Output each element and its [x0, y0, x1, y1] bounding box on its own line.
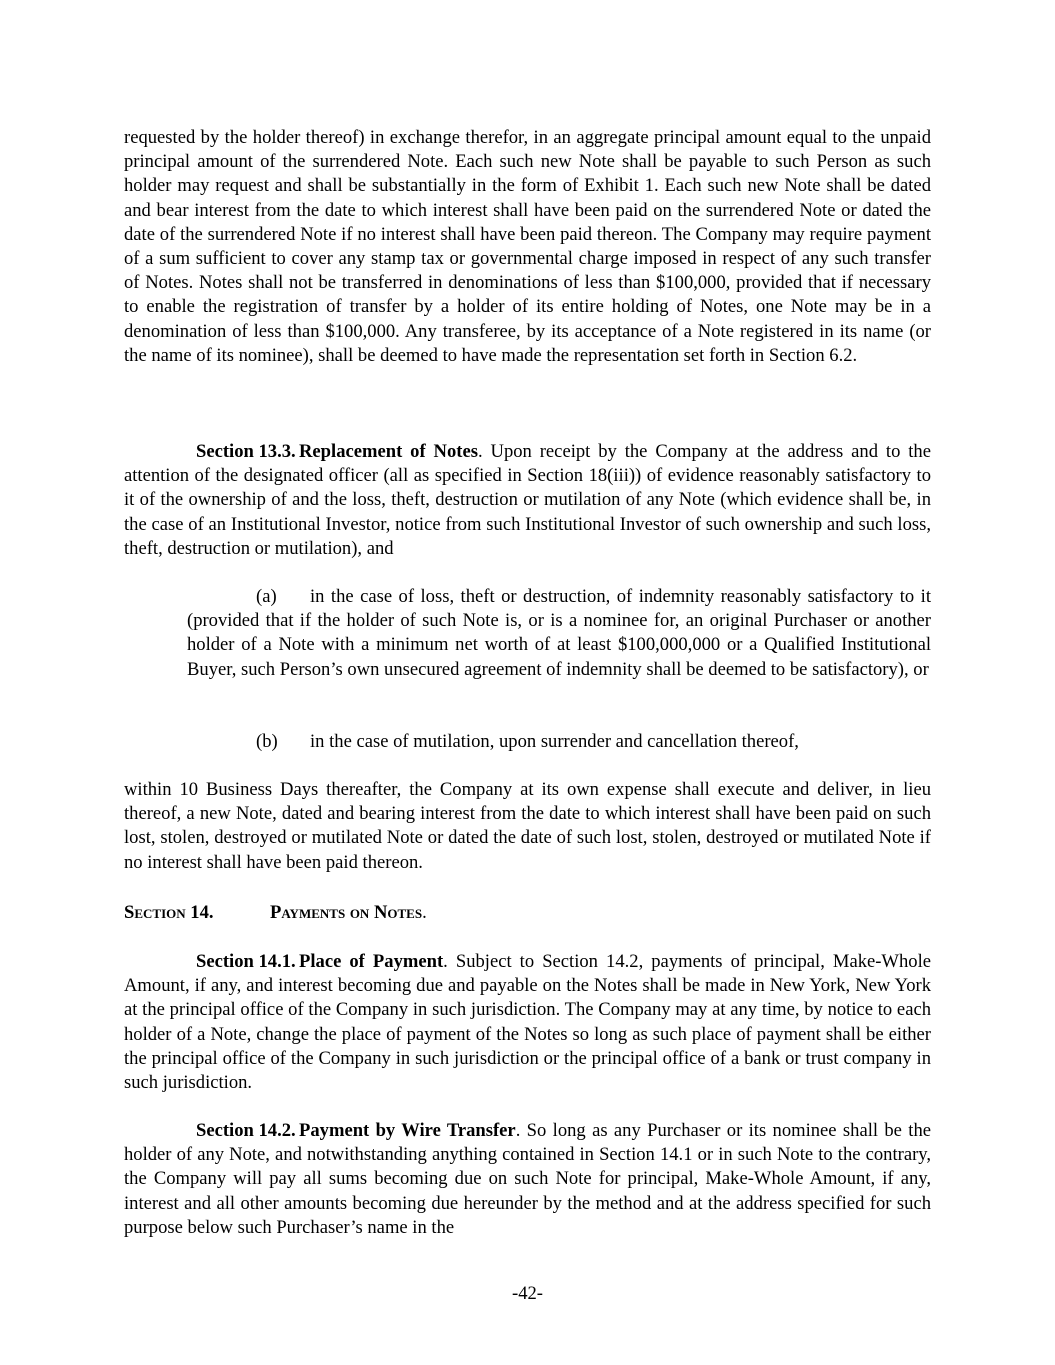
section-13-3-paragraph — [124, 440, 931, 561]
section-14-title: Payments on Notes — [270, 902, 423, 923]
section-13-3-number: Section 13.3. — [196, 441, 296, 462]
section-14-1-paragraph — [124, 950, 931, 1095]
clause-b — [187, 730, 931, 754]
page-number: -42- — [512, 1283, 543, 1304]
paragraph-within-10-days: within 10 Business Days thereafter, the Company at its own expense shall execute and deliver, in lieu thereof, a new Note, dated and bearing interest from the date to which interest shall have been paid on such lost, stolen, destroyed or mutilated Note or dated the date of such lost, stolen, destroyed or mutilated Note if no interest shall have been paid thereon. — [124, 779, 931, 873]
section-14-1-title: Place of Payment — [299, 951, 444, 972]
clause-a-marker: (a) — [256, 586, 277, 607]
clause-b-marker: (b) — [256, 731, 278, 752]
section-14-2-paragraph — [124, 1119, 931, 1240]
section-14-suffix: . — [422, 902, 427, 923]
section-14-1-text: . Subject to Section 14.2, payments of principal, Make-Whole Amount, if any, and interest becoming due and payable on the Notes shall be made in New York, New York at the principal office of the Company in such jurisdiction. The Company may at any time, by notice to each holder of a Note, change the place of payment of the Notes so long as such place of payment shall be either the principal office of the Company in such jurisdiction or the principal office of a bank or trust company in such jurisdiction. — [124, 951, 931, 1094]
section-14-2-number: Section 14.2. — [196, 1120, 296, 1141]
section-14-2-title: Payment by Wire Transfer — [299, 1120, 516, 1141]
section-13-3-title: Replacement of Notes — [299, 441, 478, 462]
clause-a-text: in the case of loss, theft or destruction, of indemnity reasonably satisfactory to it (provided that if the holder of such Note is, or is a nominee for, an original Purchaser or another holder of a Note with a minimum net worth of at least $100,000,000 or a Qualified Institutional Buyer, such Person’s own unsecured agreement of indemnity shall be deemed to be satisfactory), or — [187, 586, 931, 680]
section-13-3-text: . Upon receipt by the Company at the address and to the attention of the designated officer (all as specified in Section 18(iii)) of evidence reasonably satisfactory to it of the ownership of and the loss, theft, destruction or mutilation of any Note (which evidence shall be, in the case of an Institutional Investor, notice from such Institutional Investor of such ownership and such loss, theft, destruction or mutilation), and — [124, 441, 931, 559]
section-14-1-number: Section 14.1. — [196, 951, 296, 972]
section-14-number: Section 14. — [124, 902, 214, 923]
clause-a — [187, 585, 931, 682]
clause-b-text: in the case of mutilation, upon surrender and cancellation thereof, — [310, 731, 799, 752]
paragraph-transfer-continuation: requested by the holder thereof) in exchange therefor, in an aggregate principal amount equal to the unpaid principal amount of the surrendered Note. Each such new Note shall be payable to such Person as such holder may request and shall be substantially in the form of Exhibit 1. Each such new Note shall be dated and bear interest from the date to which interest shall have been paid on the surrendered Note or dated the date of the surrendered Note if no interest shall have been paid thereon. The Company may require payment of a sum sufficient to cover any stamp tax or governmental charge imposed in respect of any such transfer of Notes. Notes shall not be transferred in denominations of less than $100,000, provided that if necessary to enable the registration of transfer by a holder of its entire holding of Notes, one Note may be in a denomination of less than $100,000. Any transferee, by its acceptance of a Note registered in its name (or the name of its nominee), shall be deemed to have made the representation set forth in Section 6.2. — [124, 127, 931, 366]
section-14-heading — [124, 901, 427, 925]
section-14-2-text: . So long as any Purchaser or its nominee shall be the holder of any Note, and notwithstanding anything contained in Section 14.1 or in such Note to the contrary, the Company will pay all sums becoming due on such Note for principal, Make-Whole Amount, if any, interest and all other amounts becoming due hereunder by the method and at the address specified for such purpose below such Purchaser’s name in the — [124, 1120, 931, 1238]
